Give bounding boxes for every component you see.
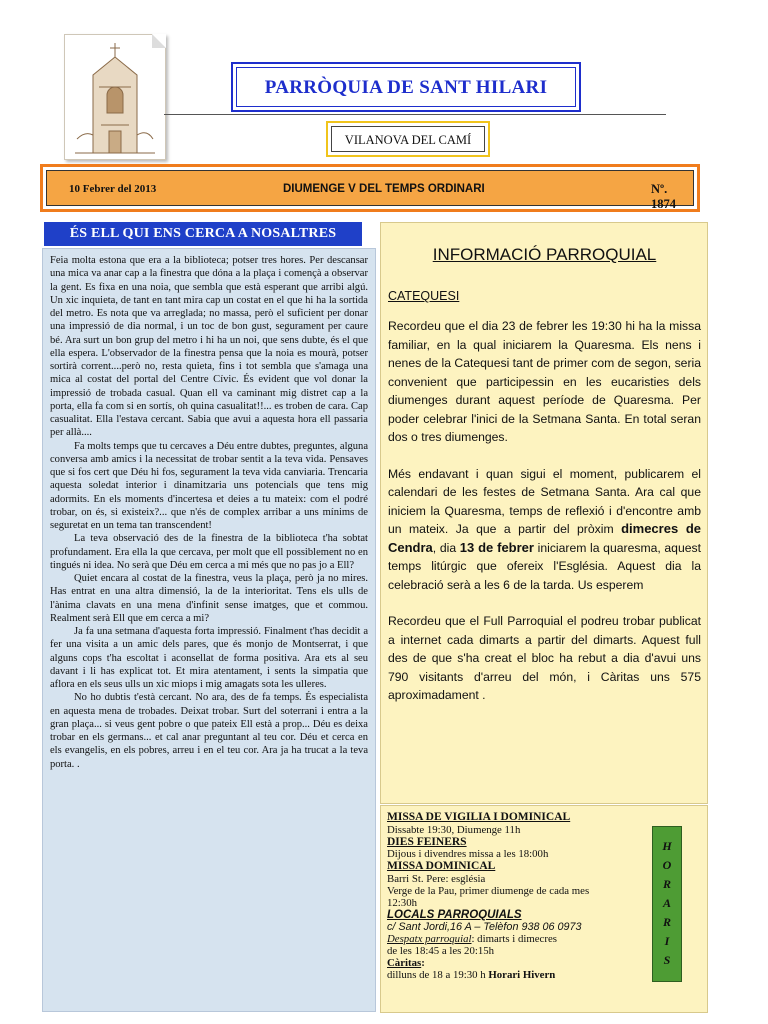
winter-schedule-label: Horari Hivern: [488, 969, 556, 981]
vertical-letter: A: [662, 896, 671, 910]
vertical-letter: H: [662, 839, 672, 853]
info-text: Més endavant i quan sigui el moment, publicarem el calendari de les festes de Setmana Santa. Ara cal que iniciem la Quaresma, temps de reflexió i d'encontre amb un mateix. Ja que a partir del pròxim: [388, 466, 701, 536]
info-paragraph: Recordeu que el Full Parroquial el podreu trobar publicat a internet cada dimarts a partir del dimarts. Aquest full des de que s'ha creat el bloc ha rebut a dia d'avui uns 790 visitants d'arreu del món, i Càritas uns 575 aproximadament .: [388, 614, 701, 702]
issue-bar: [40, 164, 700, 212]
article-paragraph: Quiet encara al costat de la finestra, veus la plaça, però ja no mires. Has entrat en una altra dimensió, la de la interioritat. Tens els ulls de l'ànima clavats en una mena d'infinit sense imatges, que et commou. Realment serà Ell que em cerca a mi?: [50, 573, 368, 624]
info-highlight: 13 de febrer: [459, 539, 534, 555]
info-subtitle: CATEQUESI: [388, 289, 460, 303]
vertical-letter: R: [662, 877, 671, 891]
liturgical-sunday: DIUMENGE V DEL TEMPS ORDINARI: [283, 183, 485, 195]
caritas-label: Càritas: [387, 957, 422, 969]
article-paragraph: Fa molts temps que tu cercaves a Déu entre dubtes, preguntes, alguna conversa amb amics i la necessitat de trobar sentit a la teva vida. Pensaves que si fos cert que Déu hi fos, segurament la teva vida canviaria. Trencaria aquesta soledat interior i dinamitzaria uns potencials que tens mig adormits. En els moments d'incertesa et deies a tu mateix: com el podré trobar, on és, si existeix?... que n'és de complex arribar a uns mínims de seguretat en un tema tan transcendent!: [50, 440, 368, 531]
title-frame: [231, 62, 581, 112]
article-body: [42, 248, 376, 1012]
town-frame: [326, 121, 490, 157]
despatx-label: Despatx parroquial: [387, 933, 472, 945]
issue-date: 10 Febrer del 2013: [69, 183, 157, 195]
town-name: VILANOVA DEL CAMÍ: [331, 126, 485, 152]
schedule-text: Dijous i divendres missa a les 18:00h: [387, 848, 549, 860]
schedule-heading: LOCALS PARROQUIALS: [387, 908, 522, 921]
schedule-heading: MISSA DOMINICAL: [387, 860, 496, 872]
article-paragraph: Ja fa una setmana d'aquesta forta impressió. Finalment t'has decidit a fer una visita a un amic dels pares, que és monjo de Montserrat, i que alguns cops t'ha escoltat i aconsellat de forma positiva. Ara ets al seu davant i li has explicat tot. Et mira atentament, i sents la simpatia que aflora en els seus ulls un xic miops i mig amagats sota les ulleres.: [50, 626, 368, 690]
schedule-text: Verge de la Pau, primer diumenge de cada mes: [387, 884, 590, 897]
schedule-text: Barri St. Pere: església: [387, 872, 486, 885]
vertical-letter: I: [664, 934, 670, 948]
horaris-vertical-label: [652, 826, 682, 982]
article-paragraph: La teva observació des de la finestra de la biblioteca t'ha sobtat profundament. Era ella la que cercava, per molt que ell possiblement no en tingués ni idea. No serà que Déu em cerca a mi més que no pas jo a Ell?: [50, 533, 368, 571]
schedule-text: Càritas:: [387, 957, 425, 969]
schedule-text: : dimarts i dimecres: [471, 933, 557, 945]
bell-tower-icon: [65, 35, 165, 159]
info-text: iniciarem la quaresma, aquest temps litúrgic que ofereix l'Església. Aquest dia la celebració serà a les 6 de la tarda. Us esperem: [388, 540, 701, 592]
parish-info-panel: [380, 222, 708, 804]
schedule-text: dilluns de 18 a 19:30 h: [387, 969, 486, 981]
article-paragraph: Feia molta estona que era a la biblioteca; potser tres hores. Per descansar una mica va anar cap a la finestra que dóna a la plaça i començà a observar la gent. Es fixa en una noia, que sembla que està esperant que arribi algú. Un xic inquieta, de tant en tant mira cap un costat en el que hi ha la sortida del metro. Es nota que va arreglada; no massa, però el suficient per donar una impressió de dia normal, i un toc de bon gust, segurament per caure bé. Ara surt un bon grup del metro i hi ha un noi, que sens dubte, és el que ella espera. L'observador de la finestra pensa que la noia es mourà, potser sortirà corrent....però no, resta quieta, fins i tot sembla que s'amaga una mica al costat del portal del Centre Cívic. És evident que vol donar la impressió de trobada casual. Quan ell va caminant mig distret cap a la porta, ella fa com si en sortís, oh quina casualitat!!... es troben de cara. Cap casualitat. Ella l'estava cercant. Sabia que avui a aquesta hora ell passaria per allà....: [50, 255, 368, 439]
schedule-text: 12:30h: [387, 896, 417, 909]
info-text: , dia: [432, 540, 457, 555]
parish-title: PARRÒQUIA DE SANT HILARI: [236, 67, 576, 107]
header-rule: [164, 114, 666, 115]
article-heading: ÉS ELL QUI ENS CERCA A NOSALTRES: [44, 222, 362, 246]
parish-logo: [64, 34, 166, 160]
vertical-letter: O: [662, 858, 672, 872]
issue-number: Nº. 1874: [651, 182, 676, 211]
schedule-text: Dissabte 19:30, Diumenge 11h: [387, 823, 521, 836]
schedule-heading: DIES FEINERS: [387, 835, 467, 848]
schedule-text: de les 18:45 a les 20:15h: [387, 945, 495, 957]
info-title: INFORMACIÓ PARROQUIAL: [432, 245, 657, 264]
article-paragraph: No ho dubtis t'està cercant. No ara, des de fa temps. És especialista en aquesta mena de trobades. Deixat trobar. Surt del soterrani i entra a la gran plaça... si veus gent pobre o que pateix Ell està a prop... Déu es deixa trobar en els germans... et cal anar preguntant al teu cor. Déu et cerca en els evangelis, en els pobres, arreu i en el teu cor. Ara ja ha trucat a la teva porta. .: [50, 692, 368, 770]
info-highlight: dimecres de Cendra: [388, 521, 702, 555]
vertical-letter: S: [663, 953, 671, 967]
schedule-heading: MISSA DE VIGILIA I DOMINICAL: [387, 811, 571, 823]
schedule-address: c/ Sant Jordi,16 A – Telèfon 938 06 0973: [387, 921, 582, 933]
issue-bar-inner: [46, 170, 694, 211]
info-paragraph: Recordeu que el dia 23 de febrer les 19:30 hi ha la missa familiar, en la qual iniciarem la Quaresma. Els nens i nenes de la Catequesi tant de primer com de segon, seria convenient que participessin en les eucaristies dels diumenges durant aquest període de Quaresma. Per poder celebrar l'inici de la Setmana Santa. En total seran dos o tres diumenges.: [388, 319, 701, 444]
info-paragraph: [388, 465, 701, 595]
vertical-letter: R: [662, 915, 671, 929]
